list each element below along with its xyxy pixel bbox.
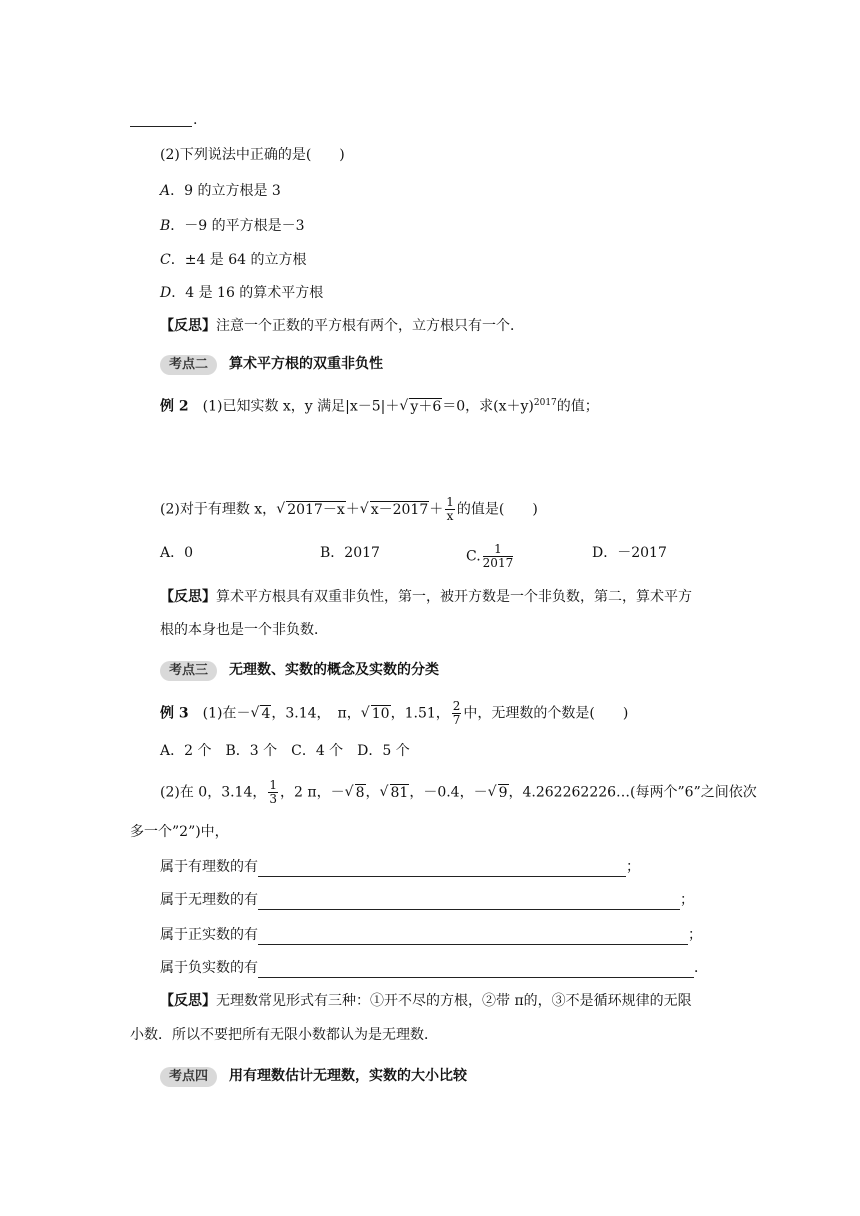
fill-positive[interactable]: 属于正实数的有 ； xyxy=(160,927,702,943)
reflection-3: 【反思】无理数常见形式有三种：①开不尽的方根，②带 π的，③不是循环规律的无限 xyxy=(160,993,692,1009)
section-badge: 考点二 xyxy=(160,355,217,375)
radical: √ x－2017 xyxy=(362,500,430,520)
option-d: D．－2017 xyxy=(592,545,667,561)
reflection-2: 【反思】算术平方根具有双重非负性，第一，被开方数是一个非负数，第二，算术平方 xyxy=(160,589,692,605)
fill-rational[interactable]: 属于有理数的有 ； xyxy=(160,859,640,875)
radical: √ 10 xyxy=(363,704,391,724)
answer-blank[interactable] xyxy=(258,963,694,978)
section-badge: 考点三 xyxy=(160,661,217,681)
reflection-3-cont: 小数．所以不要把所有无限小数都认为是无理数． xyxy=(130,1027,438,1043)
fraction: $\frac{1}{3}$ xyxy=(269,778,278,806)
section-title: 用有理数估计无理数，实数的大小比较 xyxy=(229,1068,468,1084)
fraction: $\frac{1}{x}$ xyxy=(446,495,454,523)
option-a: A．0 xyxy=(160,545,194,561)
option-b: B．－9 的平方根是－3 xyxy=(160,218,305,234)
question-stem: (2)下列说法中正确的是( ) xyxy=(160,147,345,163)
fraction: $\frac{1}{2017}$ xyxy=(482,542,514,570)
radical: √ y＋6 xyxy=(401,397,442,417)
answer-blank[interactable] xyxy=(258,862,626,877)
section-header-3 xyxy=(160,660,439,681)
example-3-options: A．2 个 B．3 个 C．4 个 D．5 个 xyxy=(160,743,410,759)
example-3-part-2: (2)在 0，3.14， $\frac{1}{3}$ ，2 π，－√ 8，√ 81，－0.4，－√ 9，4.262262226…(每两个”6”之间依次 xyxy=(160,779,757,806)
option-b: B．2017 xyxy=(320,545,380,561)
fraction: $\frac{2}{7}$ xyxy=(452,699,461,727)
option-a: A．9 的立方根是 3 xyxy=(160,183,281,199)
example-3-part-1: 例 3 (1)在－√ 4，3.14， π，√ 10，1.51， $\frac{2}{7}$ 中，无理数的个数是( ) xyxy=(160,700,628,727)
radical: √ 8 xyxy=(347,783,366,803)
answer-blank[interactable] xyxy=(258,930,688,945)
radical: √ 81 xyxy=(382,783,410,803)
section-badge: 考点四 xyxy=(160,1067,217,1087)
example-2-part-1: 例 2 (1)已知实数 x，y 满足|x－5|＋√ y＋6＝0，求$(x+y)^{2017}$的值； xyxy=(160,393,599,417)
option-c: C．±4 是 64 的立方根 xyxy=(160,252,307,268)
example-2-options xyxy=(160,543,720,569)
reflection-1: 【反思】注意一个正数的平方根有两个，立方根只有一个． xyxy=(160,318,524,334)
section-header-2 xyxy=(160,354,383,375)
section-title: 无理数、实数的概念及实数的分类 xyxy=(229,662,440,678)
answer-blank xyxy=(130,126,192,127)
section-title: 算术平方根的双重非负性 xyxy=(229,356,384,372)
option-d: D．4 是 16 的算术平方根 xyxy=(160,285,324,301)
fill-irrational[interactable]: 属于无理数的有 ； xyxy=(160,892,694,908)
radical: √ 4 xyxy=(252,704,271,724)
answer-blank[interactable] xyxy=(258,895,680,910)
example-3-part-2-cont: 多一个”2”)中， xyxy=(130,824,229,840)
radical: √ 9 xyxy=(490,783,509,803)
radical: √ 2017－x xyxy=(278,500,346,520)
fill-negative[interactable]: 属于负实数的有 ． xyxy=(160,960,708,976)
section-header-4 xyxy=(160,1066,467,1087)
option-c: C. $\frac{1}{2017}$ xyxy=(466,542,514,570)
example-2-part-2: (2)对于有理数 x，√ 2017－x＋√ x－2017＋ $\frac{1}{x}$ 的值是( ) xyxy=(160,496,538,523)
period: . xyxy=(193,112,198,128)
reflection-2-cont: 根的本身也是一个非负数． xyxy=(160,622,328,638)
